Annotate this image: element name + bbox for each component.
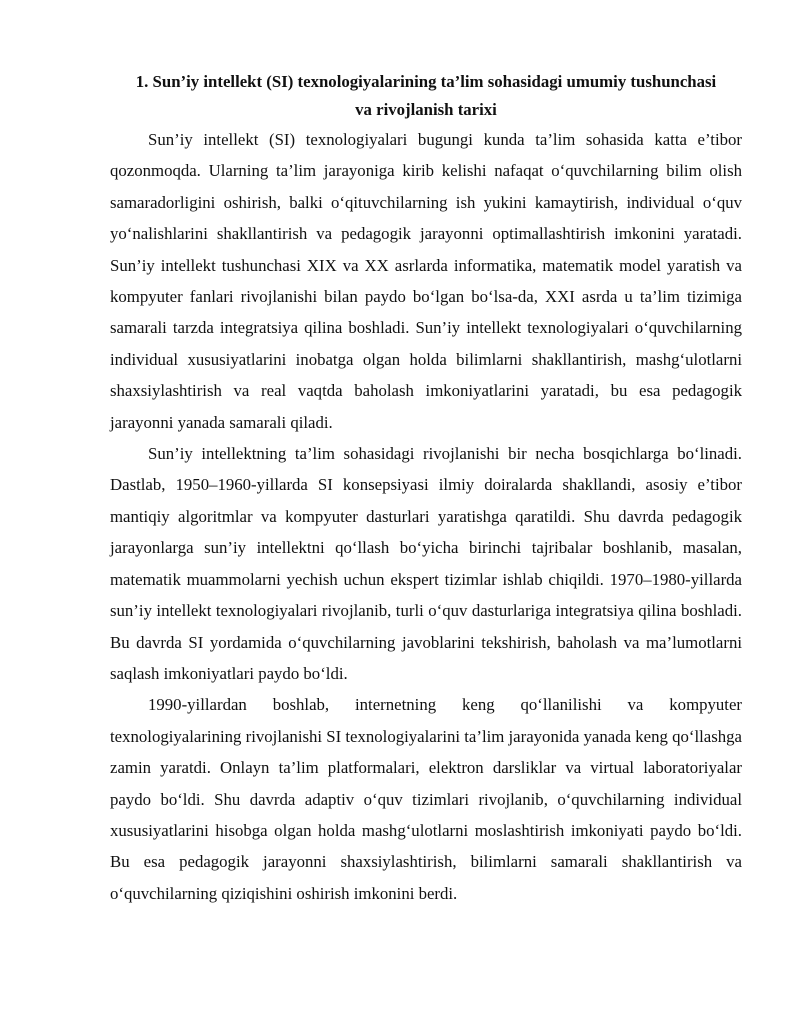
section-heading	[110, 68, 742, 124]
section-heading-line1: 1. Sun’iy intellekt (SI) texnologiyalarining ta’lim sohasidagi umumiy tushunchasi	[135, 72, 717, 91]
document-page	[110, 68, 742, 909]
section-heading-line2: va rivojlanish tarixi	[355, 100, 497, 119]
paragraph-1: Sun’iy intellekt (SI) texnologiyalari bugungi kunda ta’lim sohasida katta e’tibor qozonmoqda. Ularning ta’lim jarayoniga kirib kelishi nafaqat o‘quvchilarning bilim olish samaradorligini oshirish, balki o‘qituvchilarning ish yukini kamaytirish, individual o‘quv yo‘nalishlarini shakllantirish va pedagogik jarayonni optimallashtirish imkonini yaratadi. Sun’iy intellekt tushunchasi XIX va XX asrlarda informatika, matematik model yaratish va kompyuter fanlari rivojlanishi bilan paydo bo‘lgan bo‘lsa-da, XXI asrda u ta’lim tizimiga samarali tarzda integratsiya qilina boshladi. Sun’iy intellekt texnologiyalari o‘quvchilarning individual xususiyatlarini inobatga olgan holda bilimlarni shakllantirish, mashg‘ulotlarni shaxsiylashtirish va real vaqtda baholash imkoniyatlarini yaratadi, bu esa pedagogik jarayonni yanada samarali qiladi.	[110, 130, 742, 432]
paragraph-2: Sun’iy intellektning ta’lim sohasidagi rivojlanishi bir necha bosqichlarga bo‘linadi. Dastlab, 1950–1960-yillarda SI konsepsiyasi ilmiy doiralarda shakllandi, asosiy e’tibor mantiqiy algoritmlar va kompyuter dasturlari yaratishga qaratildi. Shu davrda pedagogik jarayonlarga sun’iy intellektni qo‘llash bo‘yicha birinchi tajribalar boshlanib, masalan, matematik muammolarni yechish uchun ekspert tizimlar ishlab chiqildi. 1970–1980-yillarda sun’iy intellekt texnologiyalari rivojlanib, turli o‘quv dasturlariga integratsiya qilina boshladi. Bu davrda SI yordamida o‘quvchilarning javoblarini tekshirish, baholash va ma’lumotlarni saqlash imkoniyatlari paydo bo‘ldi.	[110, 444, 742, 683]
paragraph-3: 1990-yillardan boshlab, internetning keng qo‘llanilishi va kompyuter texnologiyalarining rivojlanishi SI texnologiyalarini ta’lim jarayonida yanada keng qo‘llashga zamin yaratdi. Onlayn ta’lim platformalari, elektron darsliklar va virtual laboratoriyalar paydo bo‘ldi. Shu davrda adaptiv o‘quv tizimlari rivojlanib, o‘quvchilarning individual xususiyatlarini hisobga olgan holda mashg‘ulotlarni moslashtirish imkoniyati paydo bo‘ldi. Bu esa pedagogik jarayonni shaxsiylashtirish, bilimlarni samarali shakllantirish va o‘quvchilarning qiziqishini oshirish imkonini berdi.	[110, 695, 742, 903]
